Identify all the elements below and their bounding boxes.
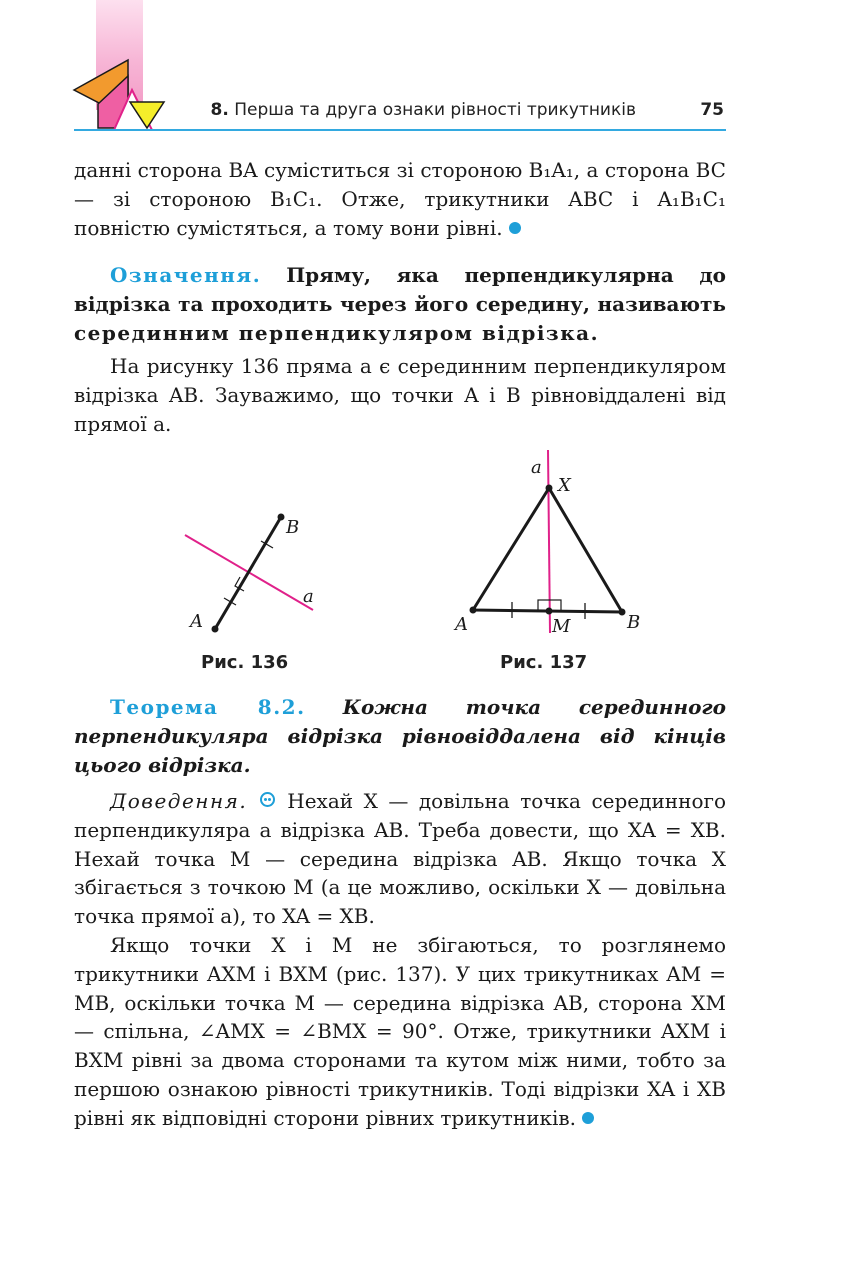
theorem-block (74, 693, 726, 779)
proof-continuation (74, 931, 726, 1133)
label-b: B (627, 612, 641, 633)
label-line-a: a (531, 457, 542, 478)
label-m: M (552, 616, 571, 637)
definition-block (74, 261, 726, 347)
header-rule (74, 129, 726, 131)
chapter-number: 8. (210, 100, 229, 120)
point-b (278, 514, 285, 521)
perpendicular-bisector-line (548, 450, 550, 633)
figure-137-caption: Рис. 137 (500, 652, 588, 673)
point-a (212, 626, 219, 633)
label-a: A (190, 611, 203, 632)
definition-text: Пряму, яка перпендикулярна до відрізка та проходить через його середину, називають (74, 263, 726, 316)
point-x (546, 485, 553, 492)
running-header-title (211, 100, 636, 120)
label-a: A (455, 614, 468, 635)
proof-block (74, 787, 726, 931)
proof-start-icon (260, 792, 275, 807)
theorem-text: Кожна точка серединного перпендикуляра відрізка рівновіддалена від кінців цього відрізка. (74, 695, 726, 777)
chapter-title: Перша та друга ознаки рівності трикутників (234, 100, 636, 120)
proof-label: Доведення. (110, 789, 248, 813)
paragraph-text: данні сторона BA суміститься зі стороною B₁A₁, а сторона BC — зі стороною B₁C₁. Отже, трикутники ABC і A₁B₁C₁ повністю сумістяться, а тому вони рівні. (74, 158, 726, 240)
point-a (470, 607, 477, 614)
point-b (619, 609, 626, 616)
end-of-proof-icon (509, 222, 521, 234)
paragraph-text: Якщо точки X і M не збігаються, то розглянемо трикутники AXM і BXM (рис. 137). У цих трикутниках AM = MB, оскільки точка M — середина відрізка AB, сторона XM — спільна, ∠AMX = ∠BMX = 90°. Отже, трикутники AXM і BXM рівні за двома сторонами та кутом між ними, тобто за першою ознакою рівності трикутників. Тоді відрізки XA і XB рівні як відповідні сторони рівних трикутників. (74, 933, 726, 1130)
figure-137-diagram (445, 450, 675, 640)
chapter-logo-icon (70, 56, 170, 134)
label-line-a: a (303, 586, 314, 607)
paragraph-continuation (74, 156, 726, 242)
paragraph-text: На рисунку 136 пряма a є серединним перпендикуляром відрізка AB. Зауважимо, що точки A і B рівновіддалені від прямої a. (74, 354, 727, 436)
segment-ab (215, 517, 281, 629)
point-m (546, 608, 553, 615)
label-x: X (558, 475, 571, 496)
proof-text: Нехай X — довільна точка серединного перпендикуляра a відрізка AB. Треба довести, що XA = XB. Нехай точка M — середина відрізка AB. Якщо точка X збігається з точкою M (а це можливо, оскільки X — довільна точка прямої a), то XA = XB. (74, 789, 727, 929)
figure-136-caption: Рис. 136 (201, 652, 289, 673)
triangle-axb (473, 488, 622, 612)
figure-136-diagram (180, 505, 330, 640)
definition-term: серединним перпендикуляром відрізка. (74, 320, 600, 345)
paragraph-figure-136-reference (74, 352, 726, 438)
definition-label: Означення. (110, 263, 262, 287)
label-b: B (286, 517, 300, 538)
page-number: 75 (700, 100, 724, 120)
theorem-label: Теорема 8.2. (110, 695, 306, 719)
end-of-proof-icon (582, 1112, 594, 1124)
